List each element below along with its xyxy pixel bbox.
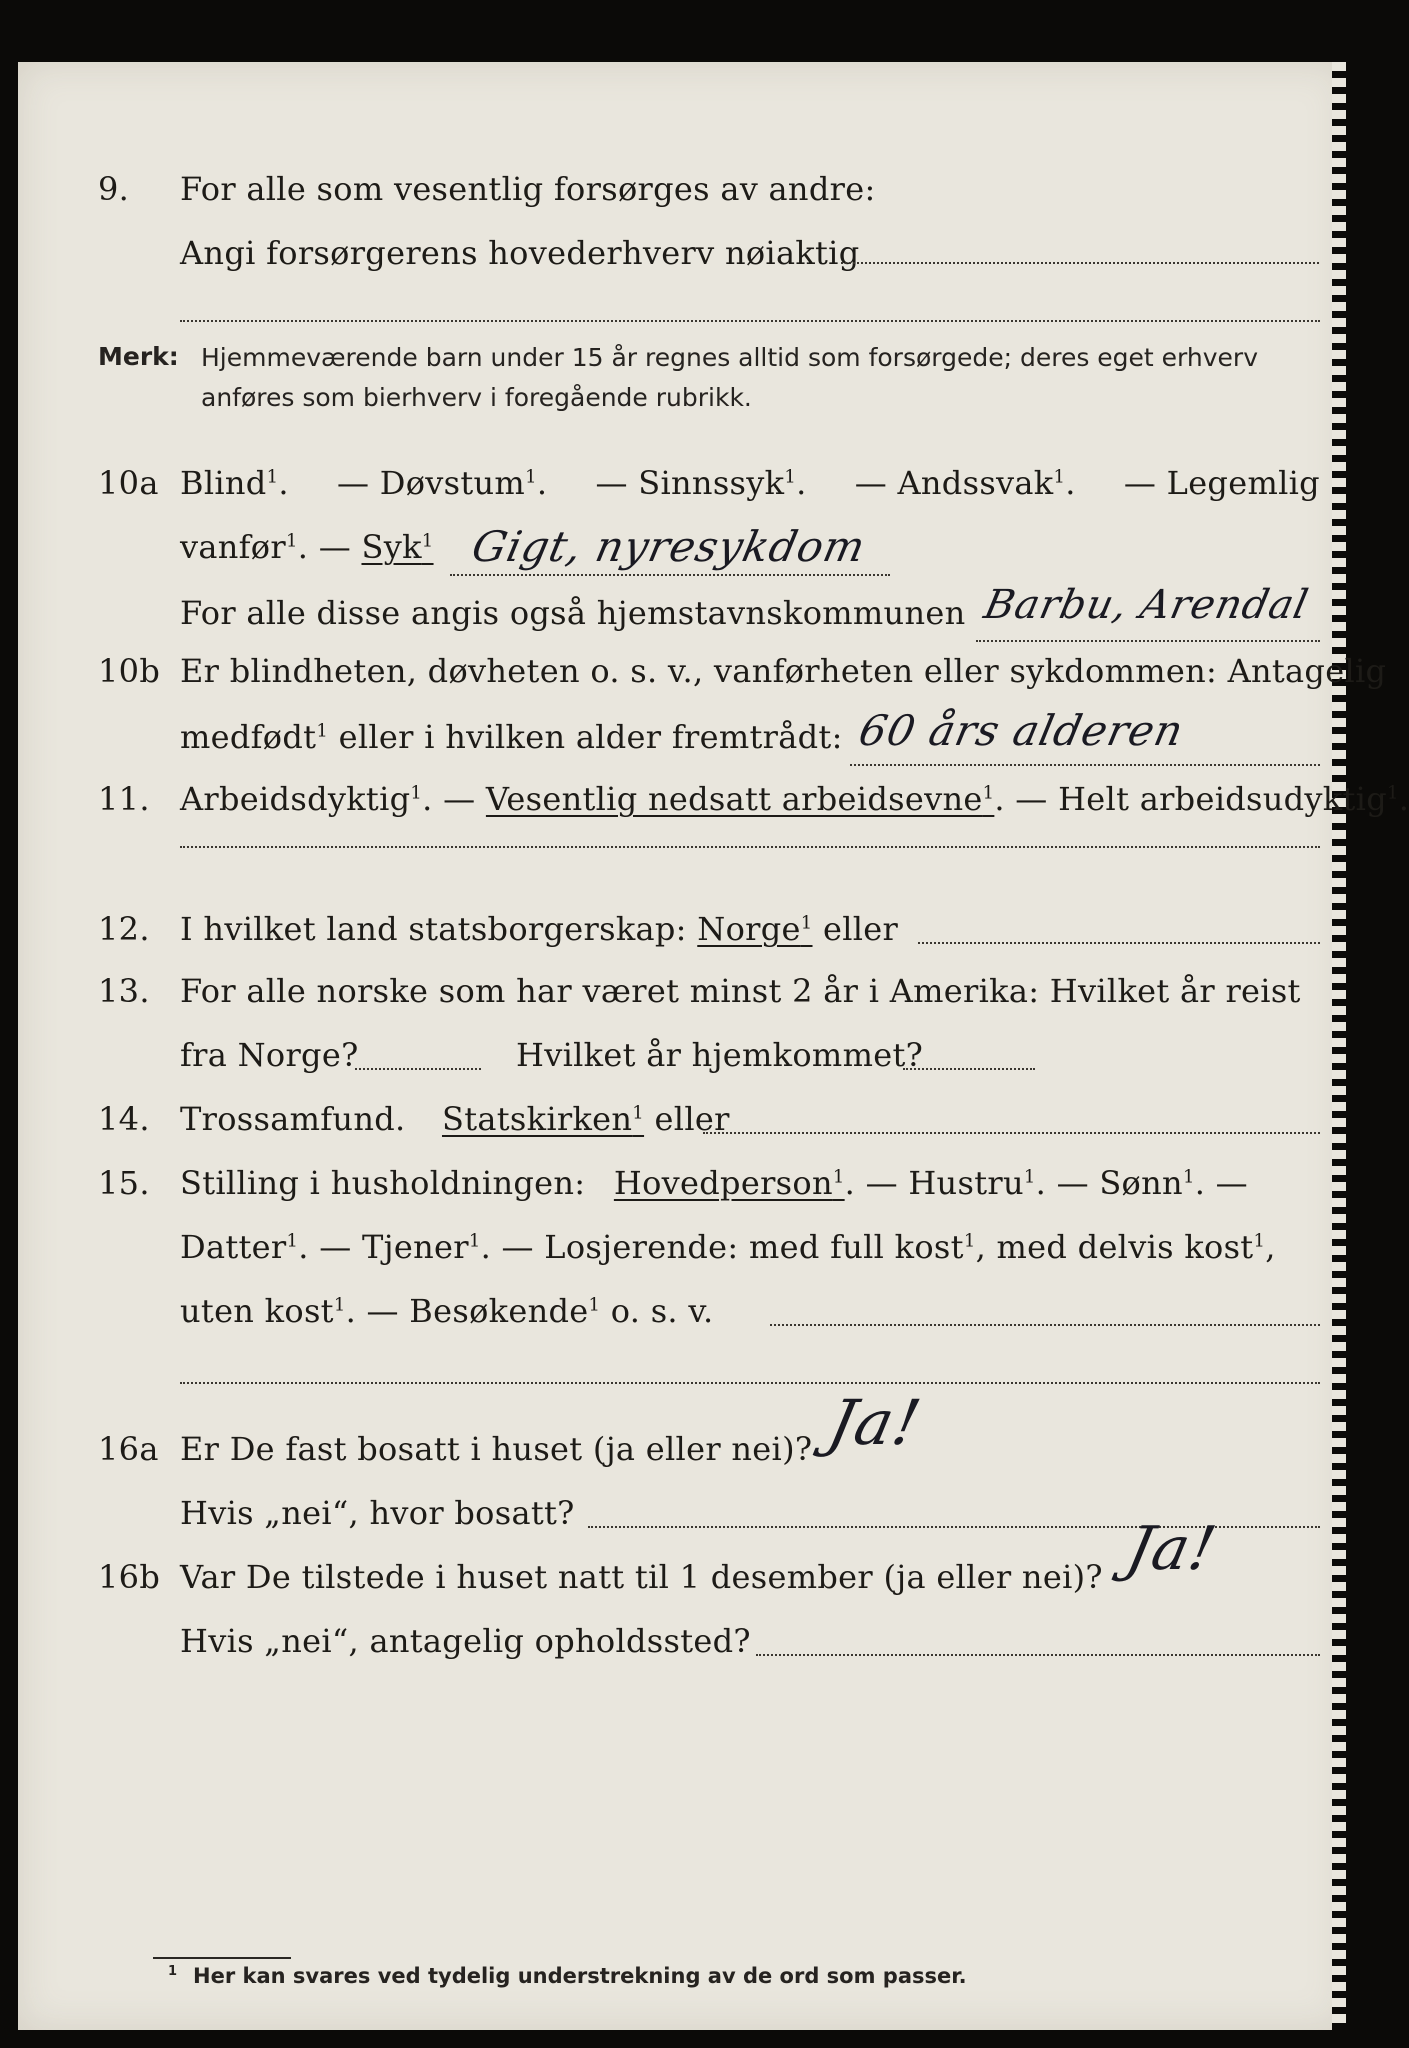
present-december-label: Var De tilstede i huset natt til 1 desember (ja eller nei)?: [180, 1558, 1103, 1596]
question-number: 11.: [98, 780, 150, 818]
option-losjerende[interactable]: . — Losjerende:: [480, 1228, 739, 1266]
option-statskirken-underlined[interactable]: Statskirken$^1$: [441, 1100, 645, 1138]
option-hovedperson-underlined[interactable]: Hovedperson$^1$: [613, 1164, 845, 1202]
option-besokende[interactable]: . — Besøkende$^1$: [345, 1292, 601, 1330]
question-number: 9.: [98, 170, 130, 208]
religion-other-label: eller: [654, 1100, 730, 1138]
question-11: 11. Arbeidsdyktig$^1$. — Vesentlig nedsatt arbeidsevne$^1$. — Helt arbeidsudyktig$^1$.: [18, 772, 1346, 826]
question-number: 10b: [98, 652, 161, 690]
option-hustru[interactable]: . — Hustru$^1$: [844, 1164, 1036, 1202]
option-uten-kost[interactable]: uten kost$^1$: [180, 1292, 346, 1330]
question-16a: [18, 1422, 1346, 1476]
permanent-residence-label: Er De fast bosatt i huset (ja eller nei)?: [180, 1430, 813, 1468]
household-position-field[interactable]: [770, 1324, 1320, 1326]
note-label: Merk:: [98, 342, 179, 371]
question-number: 14.: [98, 1100, 150, 1138]
question-number: 16a: [98, 1430, 159, 1468]
question-13: [18, 964, 1346, 1018]
question-15-line3: [18, 1284, 1346, 1338]
household-position-label: Stilling i husholdningen:: [180, 1164, 586, 1202]
provider-occupation-label: Angi forsørgerens hovederhverv nøiaktig: [180, 234, 860, 272]
question-14: [18, 1092, 1346, 1146]
question-10a: [18, 456, 1346, 510]
question-9: [18, 162, 1346, 216]
option-sinnssyk[interactable]: — Sinnssyk$^1$.: [595, 464, 807, 502]
question-10a-line2: vanfør$^1$. — Syk$^1$: [180, 528, 434, 566]
home-municipality-field[interactable]: [976, 640, 1320, 642]
option-norge-underlined[interactable]: Norge$^1$: [697, 910, 813, 948]
option-legemlig[interactable]: — Legemlig: [1123, 464, 1320, 502]
return-year-label: Hvilket år hjemkommet?: [516, 1036, 924, 1074]
question-9-line2: [18, 226, 1346, 280]
disability-options: [180, 456, 1320, 510]
residence-if-no-label: Hvis „nei“, hvor bosatt?: [180, 1494, 575, 1532]
citizenship-other-label: eller: [823, 910, 899, 948]
whereabouts-if-no-label: Hvis „nei“, antagelig opholdssted?: [180, 1622, 751, 1660]
census-form-page: [18, 62, 1409, 2030]
handwritten-municipality: Barbu, Arendal: [980, 582, 1313, 628]
home-municipality-label: For alle disse angis også hjemstavnskommunen: [180, 594, 966, 632]
question-number: 15.: [98, 1164, 150, 1202]
option-vanfor[interactable]: vanfør$^1$: [180, 528, 298, 566]
return-year-field[interactable]: [903, 1068, 1035, 1070]
handwritten-answer-ja: Ja!: [822, 1386, 928, 1459]
question-15: 15. Stilling i husholdningen: Hovedperson$^1$. — Hustru$^1$. — Sønn$^1$. —: [18, 1156, 1346, 1210]
question-13-line2: [18, 1028, 1346, 1082]
citizenship-label: I hvilket land statsborgerskap:: [180, 910, 687, 948]
footnote: $^1$ Her kan svares ved tydelig understrekning av de ord som passer.: [168, 1964, 967, 1988]
answer-line: [180, 320, 1320, 322]
option-helt-udyktig[interactable]: Helt arbeidsudyktig$^1$.: [1058, 780, 1409, 818]
option-arbeidsdyktig[interactable]: Arbeidsdyktig$^1$: [180, 780, 423, 818]
handwritten-answer-ja: Ja!: [1120, 1514, 1223, 1584]
option-syk-underlined[interactable]: Syk$^1$: [361, 528, 434, 566]
departure-year-field[interactable]: [355, 1068, 481, 1070]
question-10b-line2: medfødt$^1$ eller i hvilken alder fremtrådt:: [180, 718, 843, 756]
religion-label: Trossamfund.: [180, 1100, 406, 1138]
question-text: For alle norske som har været minst 2 år i Amerika: Hvilket år reist: [180, 972, 1301, 1010]
citizenship-other-field[interactable]: [918, 942, 1320, 944]
question-number: 16b: [98, 1558, 161, 1596]
question-10b: [18, 644, 1387, 698]
provider-occupation-field[interactable]: [841, 262, 1319, 264]
option-full-kost[interactable]: med full kost$^1$: [748, 1228, 976, 1266]
question-number: 12.: [98, 910, 150, 948]
handwritten-onset-age: 60 års alderen: [854, 706, 1189, 755]
note-text: Hjemmeværende barn under 15 år regnes alltid som forsørgede; deres eget erhverv anføres som bierhverv i foregående rubrikk.: [201, 343, 1258, 412]
question-15-line2: [18, 1220, 1346, 1274]
question-number: 10a: [98, 464, 159, 502]
option-delvis-kost[interactable]: , med delvis kost$^1$,: [975, 1228, 1276, 1266]
option-blind[interactable]: Blind$^1$.: [180, 464, 289, 502]
answer-line: [180, 1382, 1320, 1384]
option-andssvak[interactable]: — Andssvak$^1$.: [854, 464, 1076, 502]
option-dovstum[interactable]: — Døvstum$^1$.: [336, 464, 548, 502]
question-16b-line2: [18, 1614, 1346, 1668]
option-medfodt[interactable]: medfødt$^1$: [180, 718, 329, 756]
option-tjener[interactable]: . — Tjener$^1$: [298, 1228, 481, 1266]
question-text: For alle som vesentlig forsørges av andre:: [180, 170, 876, 208]
departure-year-label: fra Norge?: [180, 1036, 359, 1074]
footnote-divider: [153, 1957, 291, 1959]
religion-other-field[interactable]: [703, 1132, 1320, 1134]
onset-age-field[interactable]: [850, 764, 1320, 766]
whereabouts-if-no-field[interactable]: [756, 1654, 1320, 1656]
question-12: [18, 902, 1346, 956]
etc-label: o. s. v.: [610, 1292, 714, 1330]
question-text: Er blindheten, døvheten o. s. v., vanførheten eller sykdommen: Antagelig: [180, 652, 1387, 690]
option-sonn[interactable]: . — Sønn$^1$: [1035, 1164, 1195, 1202]
answer-line: [180, 846, 1320, 848]
question-number: 13.: [98, 972, 150, 1010]
handwritten-illness: Gigt, nyresykdom: [467, 522, 871, 571]
option-datter[interactable]: Datter$^1$: [180, 1228, 299, 1266]
option-vesentlig-nedsatt-underlined[interactable]: Vesentlig nedsatt arbeidsevne$^1$: [485, 780, 995, 818]
illness-field[interactable]: [450, 574, 890, 576]
